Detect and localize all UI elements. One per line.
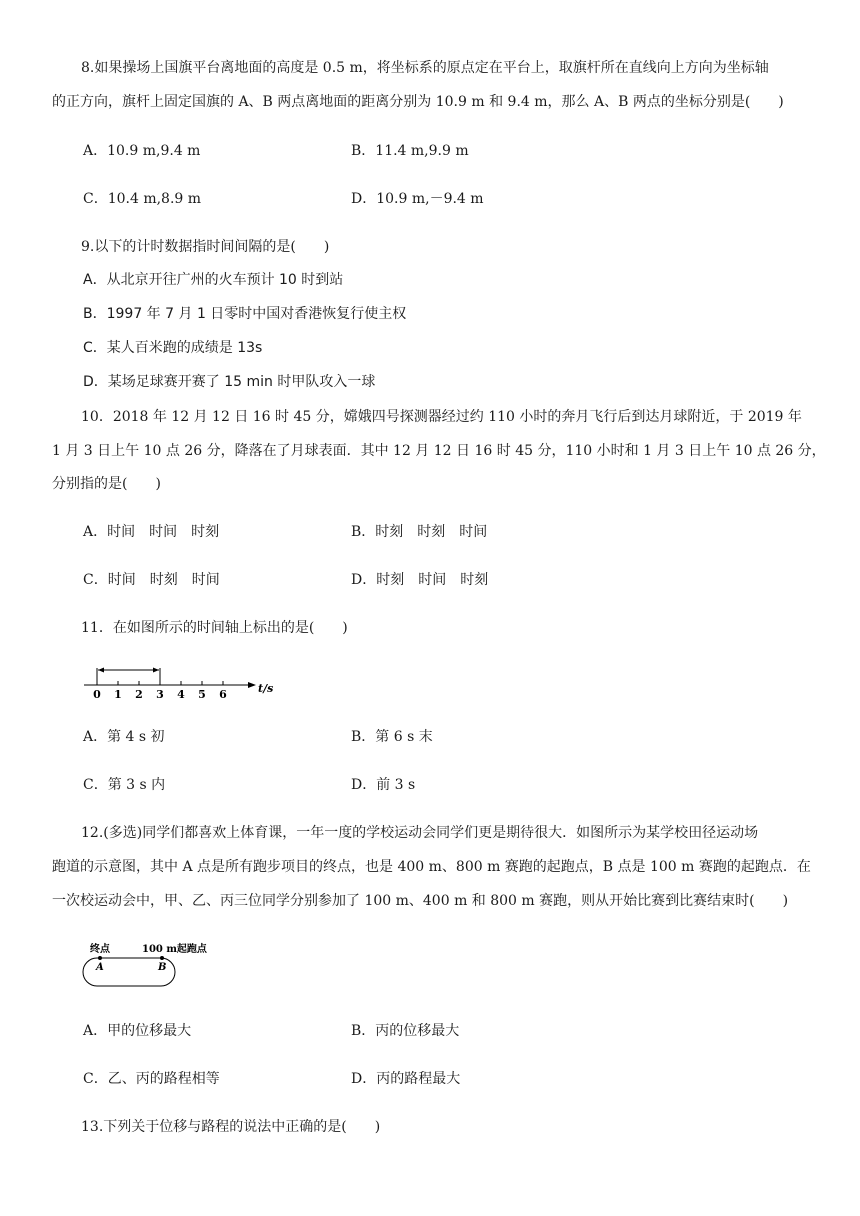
tick-label-1: 1 (114, 688, 122, 700)
q12-option-b: B．丙的位移最大 (351, 1023, 460, 1039)
tick-label-6: 6 (219, 688, 227, 700)
q11-option-b: B．第 6 s 末 (351, 729, 433, 745)
q11-stem: 11．在如图所示的时间轴上标出的是( ) (81, 620, 348, 636)
time-axis-figure (80, 660, 280, 700)
q11-option-c: C．第 3 s 内 (83, 777, 166, 793)
tick-label-4: 4 (177, 688, 185, 700)
tick-label-3: 3 (156, 688, 164, 700)
point-a-label: A (96, 962, 104, 973)
track-label-end: 终点 (90, 944, 110, 955)
q12-stem-line2: 跑道的示意图，其中 A 点是所有跑步项目的终点，也是 400 m、800 m 赛跑的起跑点，B 点是 100 m 赛跑的起跑点．在 (52, 859, 811, 875)
tick-label-2: 2 (135, 688, 143, 700)
interval-arrow-left-head (98, 668, 104, 673)
q12-stem-line1: 12.(多选)同学们都喜欢上体育课，一年一度的学校运动会同学们更是期待很大．如图所示为某学校田径运动场 (81, 825, 759, 841)
q9-option-d: D．某场足球赛开赛了 15 min 时甲队攻入一球 (83, 374, 376, 390)
q8-stem-line2: 的正方向，旗杆上固定国旗的 A、B 两点离地面的距离分别为 10.9 m 和 9.4 m，那么 A、B 两点的坐标分别是( ) (52, 94, 784, 110)
axis-ticks (118, 681, 223, 685)
q10-option-c: C．时间 时刻 时间 (83, 572, 220, 588)
q11-option-a: A．第 4 s 初 (83, 729, 165, 745)
q10-stem-line3: 分别指的是( ) (52, 476, 161, 492)
interval-arrow-right-head (153, 668, 159, 673)
point-a-dot (98, 956, 102, 960)
q8-option-c: C．10.4 m,8.9 m (83, 191, 202, 207)
tick-label-5: 5 (198, 688, 206, 700)
q10-stem-line1: 10．2018 年 12 月 12 日 16 时 45 分，嫦娥四号探测器经过约 110 小时的奔月飞行后到达月球附近，于 2019 年 (81, 409, 802, 425)
q10-stem-line2: 1 月 3 日上午 10 点 26 分，降落在了月球表面．其中 12 月 12 日 16 时 45 分，110 小时和 1 月 3 日上午 10 点 26 分， (52, 443, 826, 459)
point-b-dot (160, 956, 164, 960)
q10-option-d: D．时刻 时间 时刻 (351, 572, 489, 588)
running-track-figure (78, 938, 228, 994)
q8-option-d: D．10.9 m,－9.4 m (351, 191, 484, 207)
q11-option-d: D．前 3 s (351, 777, 416, 793)
axis-label: t/s (258, 682, 274, 695)
q12-stem-line3: 一次校运动会中，甲、乙、丙三位同学分别参加了 100 m、400 m 和 800 m 赛跑，则从开始比赛到比赛结束时( ) (52, 893, 789, 909)
q10-option-a: A．时间 时间 时刻 (83, 524, 220, 540)
q9-stem: 9.以下的计时数据指时间间隔的是( ) (81, 239, 330, 255)
axis-arrow-head (248, 682, 256, 688)
q13-stem: 13.下列关于位移与路程的说法中正确的是( ) (81, 1119, 381, 1135)
track-label-start: 100 m起跑点 (142, 944, 207, 955)
q12-option-a: A．甲的位移最大 (83, 1023, 192, 1039)
q8-stem-line1: 8.如果操场上国旗平台离地面的高度是 0.5 m，将坐标系的原点定在平台上，取旗杆所在直线向上方向为坐标轴 (81, 60, 769, 76)
point-b-label: B (158, 962, 167, 973)
q8-option-a: A．10.9 m,9.4 m (83, 143, 201, 159)
tick-label-0: 0 (93, 688, 101, 700)
q9-option-a: A．从北京开往广州的火车预计 10 时到站 (83, 272, 344, 288)
q12-option-c: C．乙、丙的路程相等 (83, 1071, 220, 1087)
q9-option-b: B．1997 年 7 月 1 日零时中国对香港恢复行使主权 (83, 306, 407, 322)
q12-option-d: D．丙的路程最大 (351, 1071, 461, 1087)
q10-option-b: B．时刻 时刻 时间 (351, 524, 488, 540)
q8-option-b: B．11.4 m,9.9 m (351, 143, 469, 159)
q9-option-c: C．某人百米跑的成绩是 13s (83, 340, 263, 356)
